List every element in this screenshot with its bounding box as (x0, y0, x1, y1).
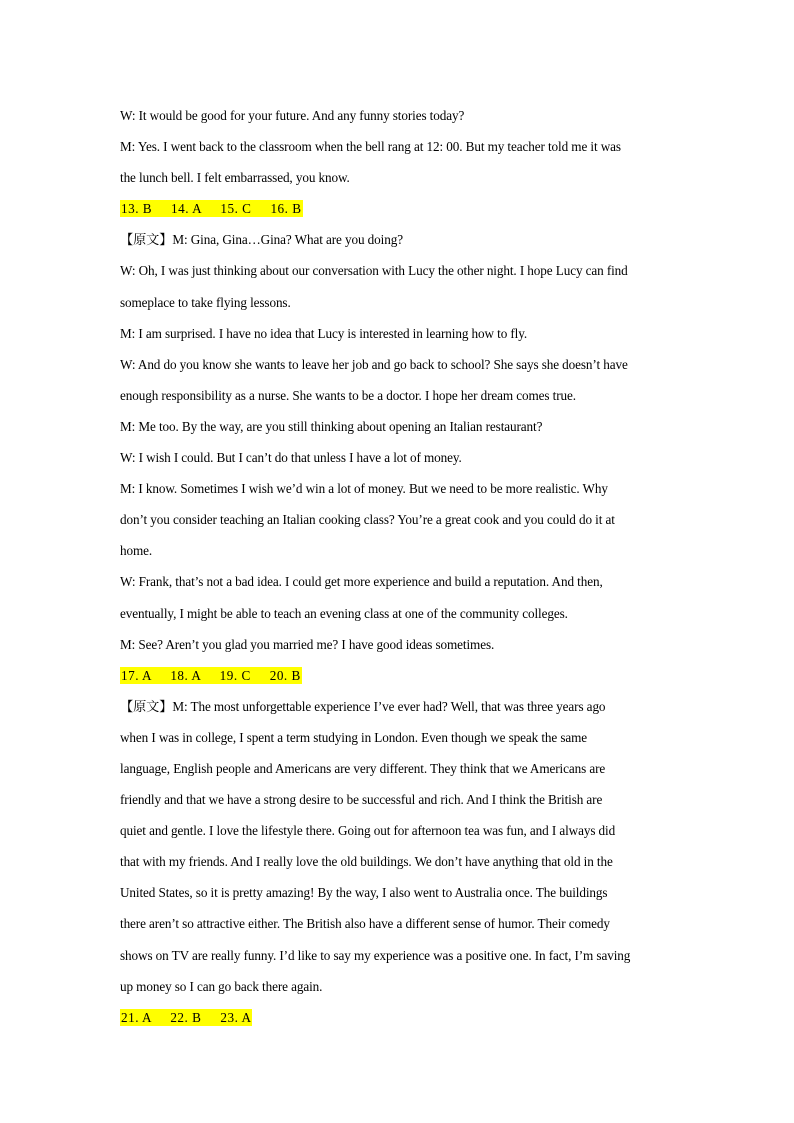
answer-key-row (120, 1002, 680, 1033)
transcript-line: 【原文】M: The most unforgettable experience I’ve ever had? Well, that was three years ago (120, 698, 606, 714)
transcript-line: there aren’t so attractive either. The British also have a different sense of humor. Their comedy (120, 916, 610, 932)
transcript-line: shows on TV are really funny. I’d like to say my experience was a positive one. In fact, I’m saving (120, 947, 631, 963)
dialogue-line: M: Yes. I went back to the classroom when the bell rang at 12: 00. But my teacher told me it was (120, 139, 621, 155)
transcript-line: language, English people and Americans are very different. They think that we Americans are (120, 760, 606, 776)
transcript-line: M: Me too. By the way, are you still thinking about opening an Italian restaurant? (120, 418, 543, 434)
transcript-line: W: Frank, that’s not a bad idea. I could get more experience and build a reputation. And then, (120, 574, 603, 590)
transcript-line: when I was in college, I spent a term studying in London. Even though we speak the same (120, 729, 588, 745)
transcript-line: up money so I can go back there again. (120, 978, 323, 994)
transcript-line: 【原文】M: Gina, Gina…Gina? What are you doing? (120, 232, 403, 248)
transcript-line: eventually, I might be able to teach an evening class at one of the community colleges. (120, 605, 568, 621)
transcript-line: W: And do you know she wants to leave her job and go back to school? She says she doesn’t have (120, 356, 628, 372)
transcript-line: don’t you consider teaching an Italian cooking class? You’re a great cook and you could do it at (120, 512, 615, 528)
answer-key-text: 21. A 22. B 23. A (121, 1009, 252, 1025)
transcript-line: quiet and gentle. I love the lifestyle there. Going out for afternoon tea was fun, and I always did (120, 823, 616, 839)
dialogue-line: the lunch bell. I felt embarrassed, you know. (120, 170, 350, 186)
transcript-line: M: I am surprised. I have no idea that Lucy is interested in learning how to fly. (120, 325, 528, 341)
answer-key-row (120, 193, 680, 224)
transcript-line: home. (120, 543, 153, 559)
dialogue-line: W: It would be good for your future. And any funny stories today? (120, 108, 465, 123)
answer-key-text: 13. B 14. A 15. C 16. B (121, 201, 302, 217)
transcript-line: M: See? Aren’t you glad you married me? I have good ideas sometimes. (120, 636, 495, 652)
transcript-line: W: Oh, I was just thinking about our conversation with Lucy the other night. I hope Lucy can find (120, 263, 628, 279)
answer-key-row (120, 660, 680, 691)
transcript-line: enough responsibility as a nurse. She wants to be a doctor. I hope her dream comes true. (120, 387, 576, 403)
transcript-line: W: I wish I could. But I can’t do that unless I have a lot of money. (120, 450, 462, 466)
transcript-line: United States, so it is pretty amazing! By the way, I also went to Australia once. The buildings (120, 885, 608, 901)
transcript-line: that with my friends. And I really love the old buildings. We don’t have anything that old in the (120, 854, 613, 870)
answer-key-text: 17. A 18. A 19. C 20. B (121, 667, 301, 683)
transcript-line: M: I know. Sometimes I wish we’d win a lot of money. But we need to be more realistic. Why (120, 481, 608, 497)
document-body (120, 100, 680, 1033)
transcript-line: friendly and that we have a strong desire to be successful and rich. And I think the British are (120, 792, 603, 808)
transcript-line: someplace to take flying lessons. (120, 294, 291, 310)
